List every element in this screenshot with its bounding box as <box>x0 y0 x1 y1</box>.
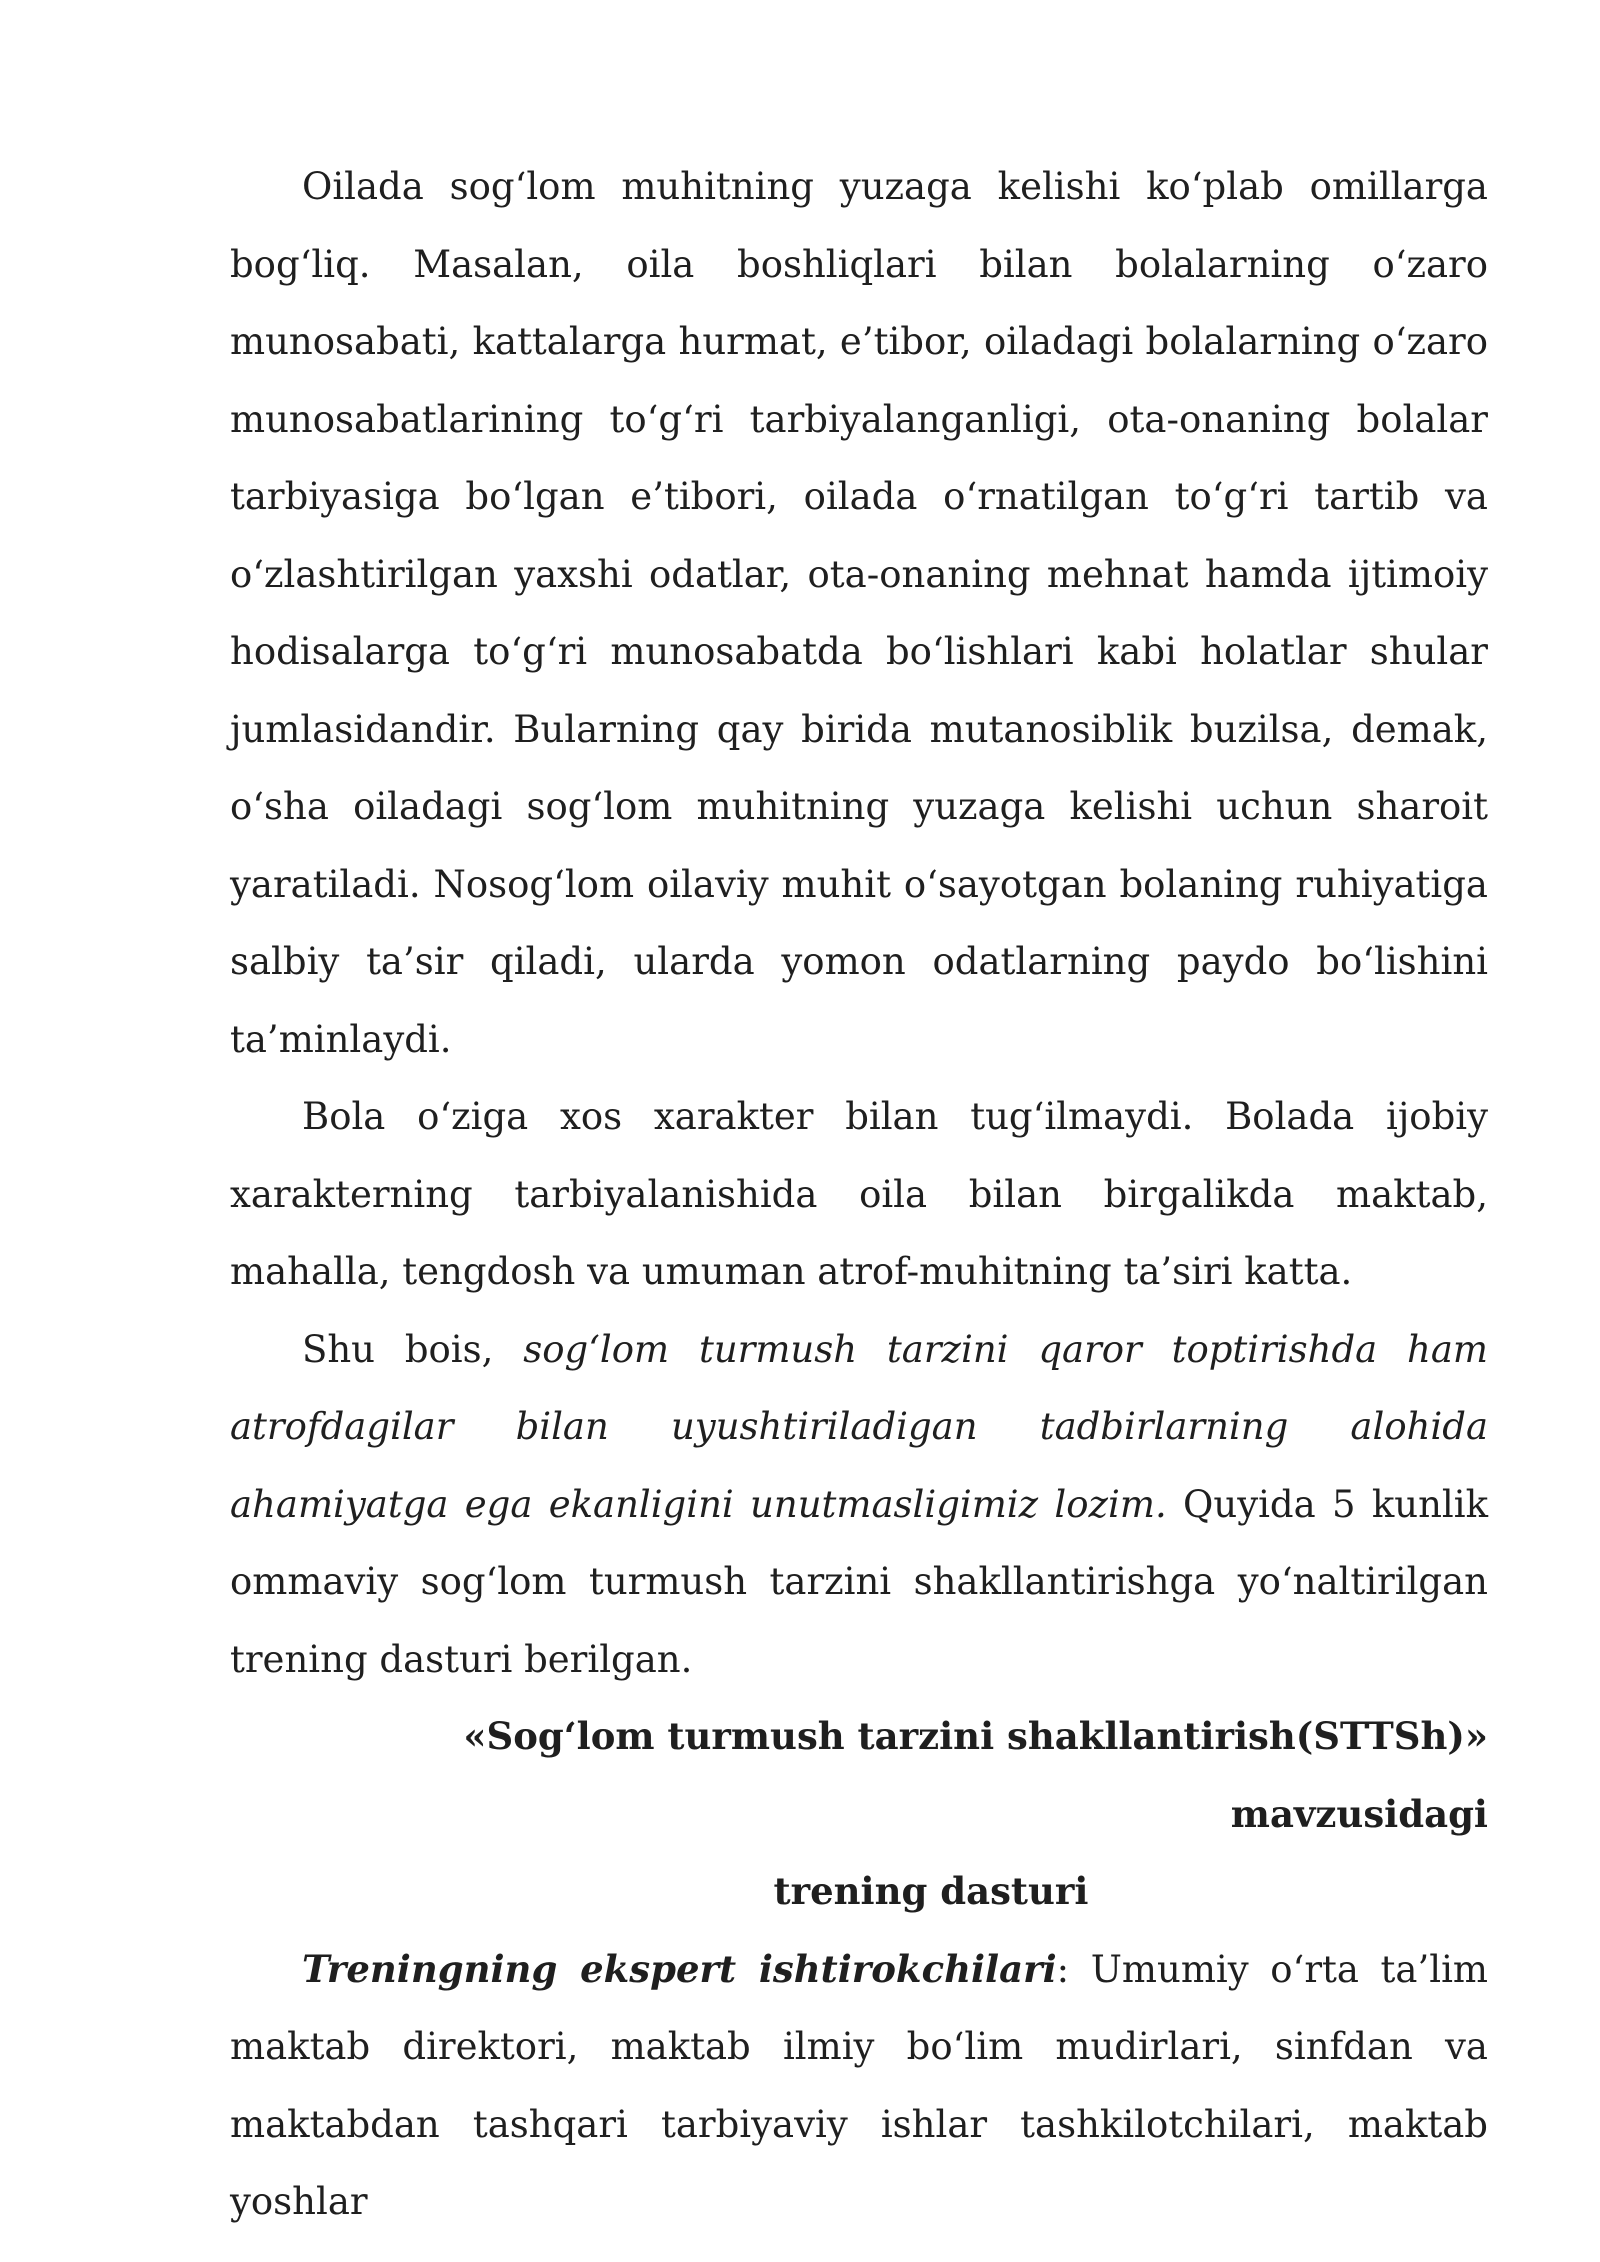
expert-participants-label: Treningning ekspert ishtirokchilari <box>302 1946 1057 1991</box>
paragraph-training-intro-start: Shu bois, <box>302 1327 524 1371</box>
paragraph-training-intro-italic: sog‘lom turmush tarzini qaror toptirishda ham atrofdagilar bilan uyushtiriladigan tadbirlarning alohida ahamiyatga ega ekanligini unutmasligimiz lozim. <box>230 1327 1488 1526</box>
paragraph-training-intro <box>230 1311 1488 1699</box>
document-page <box>230 148 1488 2241</box>
section-heading-line-1: «Sog‘lom turmush tarzini shakllantirish(STTSh)» mavzusidagi <box>463 1714 1488 1836</box>
paragraph-expert-participants <box>230 1931 1488 2241</box>
expert-participants-text: Umumiy o‘rta ta’lim maktab direktori, maktab ilmiy bo‘lim mudirlari, sinfdan va maktabdan tashqari tarbiyaviy ishlar tashkilotchilari, maktab yoshlar <box>230 1947 1489 2223</box>
expert-participants-colon: : <box>1056 1947 1070 1991</box>
paragraph-healthy-family-environment: Oilada sog‘lom muhitning yuzaga kelishi ko‘plab omillarga bog‘liq. Masalan, oila boshliqlari bilan bolalarning o‘zaro munosabati, kattalarga hurmat, e’tibor, oiladagi bolalarning o‘zaro munosabatlarining to‘g‘ri tarbiyalanganligi, ota-onaning bolalar tarbiyasiga bo‘lgan e’tibori, oilada o‘rnatilgan to‘g‘ri tartib va o‘zlashtirilgan yaxshi odatlar, ota-onaning mehnat hamda ijtimoiy hodisalarga to‘g‘ri munosabatda bo‘lishlari kabi holatlar shular jumlasidandir. Bularning qay birida mutanosiblik buzilsa, demak, o‘sha oiladagi sog‘lom muhitning yuzaga kelishi uchun sharoit yaratiladi. Nosog‘lom oilaviy muhit o‘sayotgan bolaning ruhiyatiga salbiy ta’sir qiladi, ularda yomon odatlarning paydo bo‘lishini ta’minlaydi. <box>230 165 1488 1061</box>
paragraph-character-upbringing: Bola o‘ziga xos xarakter bilan tug‘ilmaydi. Bolada ijobiy xarakterning tarbiyalanishida oila bilan birgalikda maktab, mahalla, tengdosh va umuman atrof-muhitning ta’siri katta. <box>230 1095 1488 1293</box>
paragraph-training-intro-end: Quyida 5 kunlik ommaviy sog‘lom turmush tarzini shakllantirishga yo‘naltirilgan trening dasturi berilgan. <box>230 1482 1488 1681</box>
section-heading-line-2: trening dasturi <box>773 1869 1089 1913</box>
